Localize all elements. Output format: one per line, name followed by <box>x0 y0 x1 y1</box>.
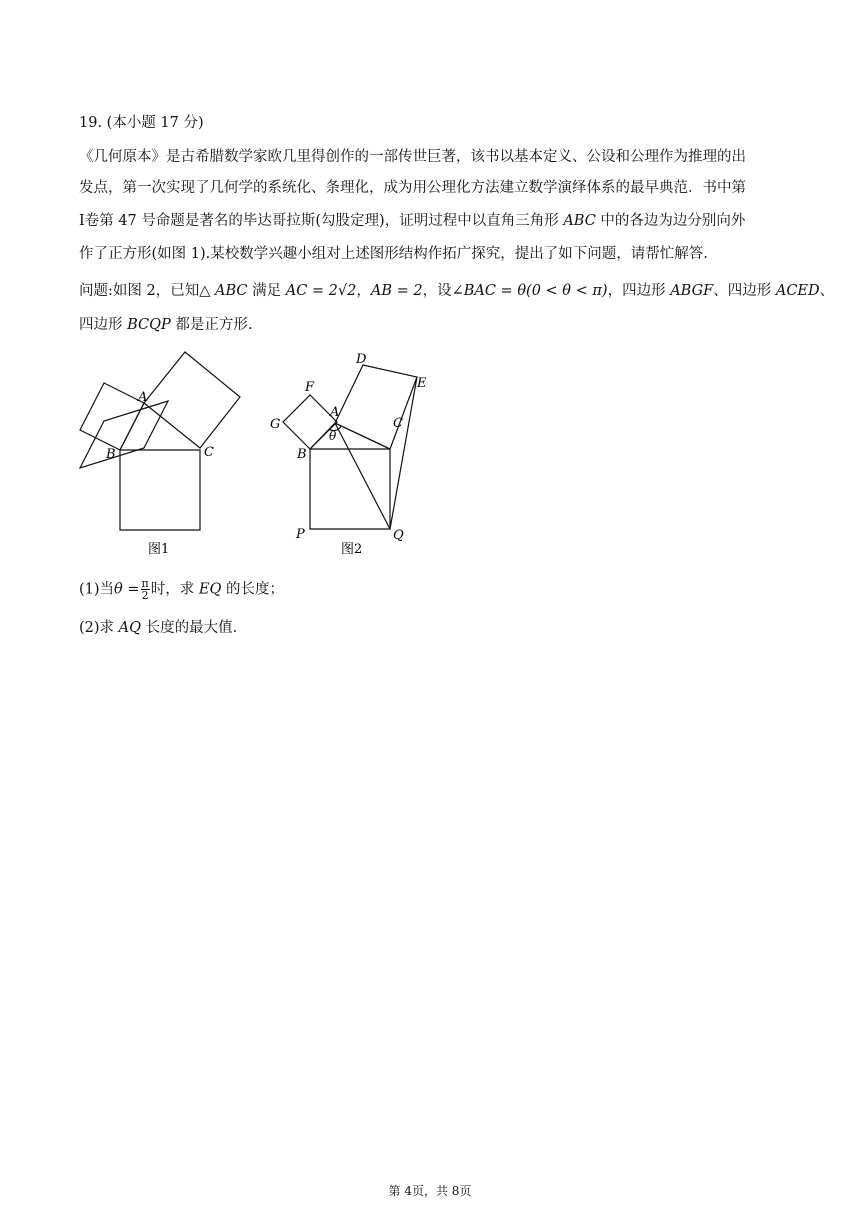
fig1-label-c: C <box>204 445 214 460</box>
para1-line1: 《几何原本》是古希腊数学家欧几里得创作的一部传世巨著，该书以基本定义、公设和公理作为推理的出 <box>79 149 746 165</box>
fig1-square-bc <box>120 450 200 530</box>
para2-pre: 问题:如图 2，已知 <box>79 283 200 299</box>
fig2-label-theta: θ <box>329 429 337 443</box>
fig2-label-p: P <box>296 527 305 542</box>
para2-mid1: 满足 <box>247 283 286 299</box>
fig2-label-q: Q <box>393 528 404 543</box>
fig2-side-ac <box>335 423 390 449</box>
fig2-caption: 图2 <box>341 542 363 557</box>
question-2 <box>79 618 237 638</box>
square-abgf: ABGF <box>670 283 714 299</box>
fig2-label-g: G <box>270 417 281 432</box>
figures <box>70 345 450 580</box>
triangle-abc: ABC <box>563 213 596 229</box>
q2-end: 长度的最大值. <box>141 620 238 636</box>
fig2-label-e: E <box>417 376 427 391</box>
q1-fraction-num: π <box>141 577 149 590</box>
problem-heading: 19. (本小题 17 分) <box>79 115 204 131</box>
q2-pre: (2)求 <box>79 620 119 636</box>
q1-post: 时，求 <box>150 581 199 598</box>
q1-theta: θ = <box>114 581 140 598</box>
fig2-square-bcqp <box>310 449 390 529</box>
fig2-label-b: B <box>297 447 307 462</box>
fig1-label-b: B <box>106 447 116 462</box>
q1-end: 的长度； <box>221 581 284 598</box>
para2-line2 <box>79 315 253 335</box>
para2-line2-post: 都是正方形. <box>170 317 253 333</box>
para2-line1 <box>79 281 834 301</box>
question-1 <box>79 578 284 601</box>
triangle-name: △ ABC <box>199 283 248 299</box>
fig2-label-f: F <box>305 380 315 395</box>
para1-line4: 作了正方形(如图 1).某校数学兴趣小组对上述图形结构作拓广探究，提出了如下问题，请帮忙解答. <box>79 246 708 262</box>
para1-line2: 发点，第一次实现了几何学的系统化、条理化，成为用公理化方法建立数学演绎体系的最早典范．书中第 <box>79 180 746 196</box>
figure-1 <box>80 352 240 530</box>
fig2-label-d: D <box>356 352 367 367</box>
para1-line3 <box>79 211 745 231</box>
q1-fraction-den: 2 <box>141 589 149 602</box>
fig1-square-ab-outer <box>80 383 144 450</box>
para2-sep3: 、四边形 <box>713 283 776 299</box>
para2-sep1: ， <box>356 283 371 299</box>
para2-line2-pre: 四边形 <box>79 317 128 333</box>
para2-post: ，四边形 <box>607 283 671 299</box>
fig1-square-ac <box>144 352 240 448</box>
q1-fraction <box>141 578 150 601</box>
para1-line3-pre: Ⅰ卷第 47 号命题是著名的毕达哥拉斯(勾股定理)，证明过程中以直角三角形 <box>79 213 564 229</box>
angle-condition: ∠BAC = θ(0 < θ < π) <box>451 283 608 299</box>
para1-line3-post: 中的各边为边分别向外 <box>595 213 746 229</box>
fig2-segment-aq <box>335 423 390 529</box>
fig2-square-aced <box>335 365 417 449</box>
para2-sep4: 、 <box>819 283 835 299</box>
square-aced: ACED <box>775 283 820 299</box>
q1-segment: EQ <box>198 581 222 598</box>
square-bcqp: BCQP <box>127 317 171 333</box>
fig2-segment-eq <box>390 377 417 529</box>
fig1-caption: 图1 <box>148 542 170 557</box>
page-footer: 第 4页，共 8页 <box>388 1184 472 1198</box>
para2-sep2: ，设 <box>422 283 452 299</box>
fig1-label-a: A <box>138 390 148 405</box>
fig2-label-a: A <box>330 405 340 420</box>
q1-pre: (1)当 <box>79 581 115 598</box>
ac-condition: AC = 2√2 <box>285 283 357 299</box>
fig2-label-c: C <box>393 416 403 431</box>
ab-condition: AB = 2 <box>370 283 423 299</box>
q2-segment: AQ <box>118 620 142 636</box>
